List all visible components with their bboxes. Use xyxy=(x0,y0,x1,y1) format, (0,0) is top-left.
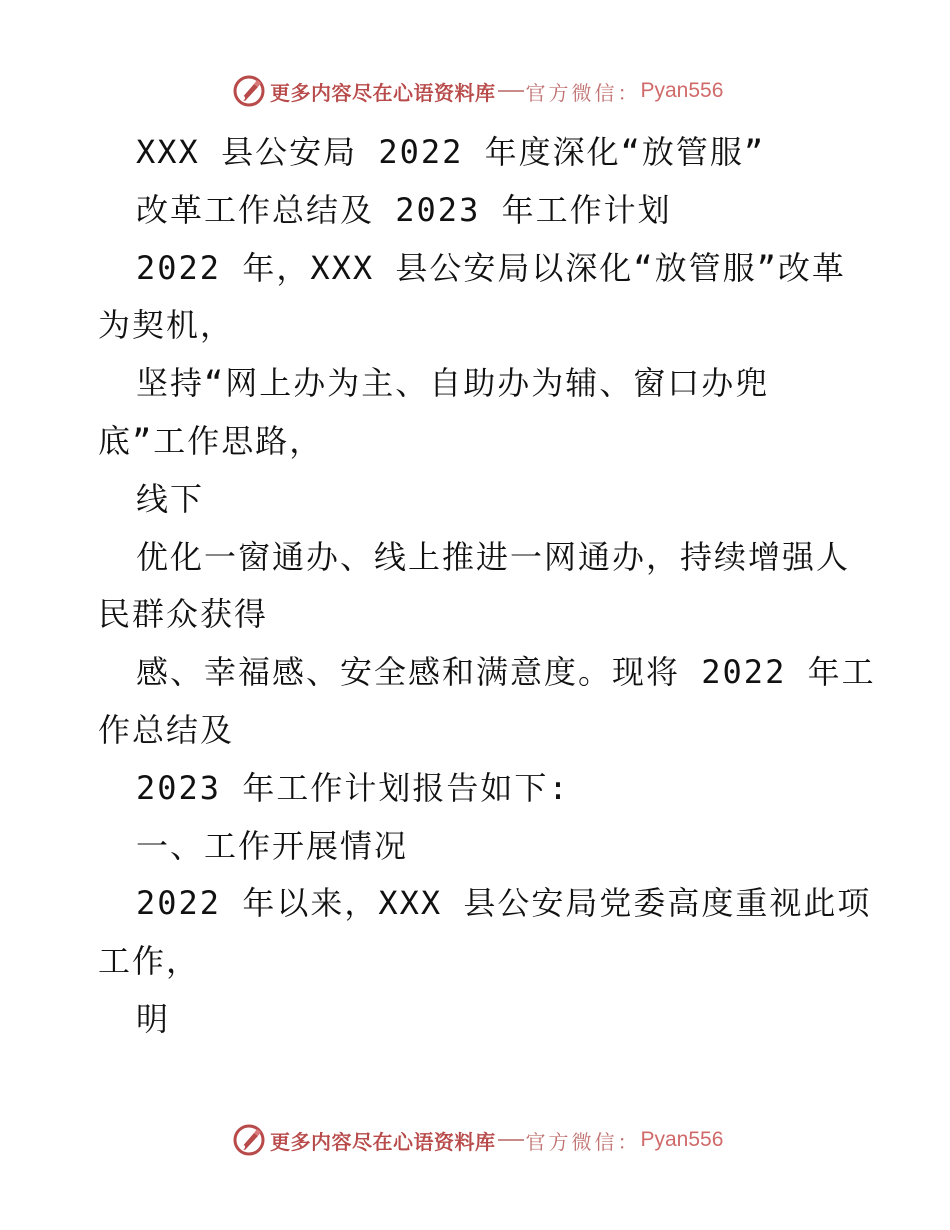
paragraph-line: 民群众获得 xyxy=(98,595,269,634)
watermark-text: 更多内容尽在心语资料库 xyxy=(270,1129,496,1154)
paragraph-line: 底”工作思路， xyxy=(98,421,324,460)
paragraph-line: 作总结及 xyxy=(98,710,235,749)
paragraph-line: 优化一窗通办、线上推进一网通办，持续增强人 xyxy=(136,537,851,576)
paragraph-line: 线下 xyxy=(136,479,205,518)
watermark-wechat-label: 官方微信： xyxy=(525,80,641,105)
paragraph-line: 明 xyxy=(136,999,171,1038)
paragraph-line: 感、幸福感、安全感和满意度。现将 2022 年工 xyxy=(136,653,876,692)
paragraph-line: 2023 年工作计划报告如下: xyxy=(136,768,570,807)
paragraph-line: 2022 年以来，XXX 县公安局党委高度重视此项 xyxy=(136,884,872,923)
paragraph-line: 坚持“网上办为主、自助办为辅、窗口办兜 xyxy=(136,364,770,403)
header-watermark xyxy=(232,71,723,111)
paragraph-line: 工作， xyxy=(98,942,201,981)
watermark-wechat-id: Pyan556 xyxy=(640,79,724,102)
document-body xyxy=(98,124,898,1049)
footer-watermark xyxy=(232,1120,723,1160)
watermark-dash xyxy=(498,90,524,92)
title-line-2: 改革工作总结及 2023 年工作计划 xyxy=(136,190,672,229)
paragraph-line: 2022 年，XXX 县公安局以深化“放管服”改革 xyxy=(136,248,846,287)
paragraph-line: 为契机， xyxy=(98,306,235,345)
title-line-1: XXX 县公安局 2022 年度深化“放管服” xyxy=(136,133,766,171)
pen-logo-icon xyxy=(232,1123,266,1157)
pen-logo-icon xyxy=(232,74,266,108)
section-heading: 一、工作开展情况 xyxy=(136,826,409,865)
watermark-text: 更多内容尽在心语资料库 xyxy=(270,80,496,105)
watermark-wechat-label: 官方微信： xyxy=(525,1129,641,1154)
watermark-dash xyxy=(498,1139,524,1141)
watermark-wechat-id: Pyan556 xyxy=(640,1128,724,1151)
